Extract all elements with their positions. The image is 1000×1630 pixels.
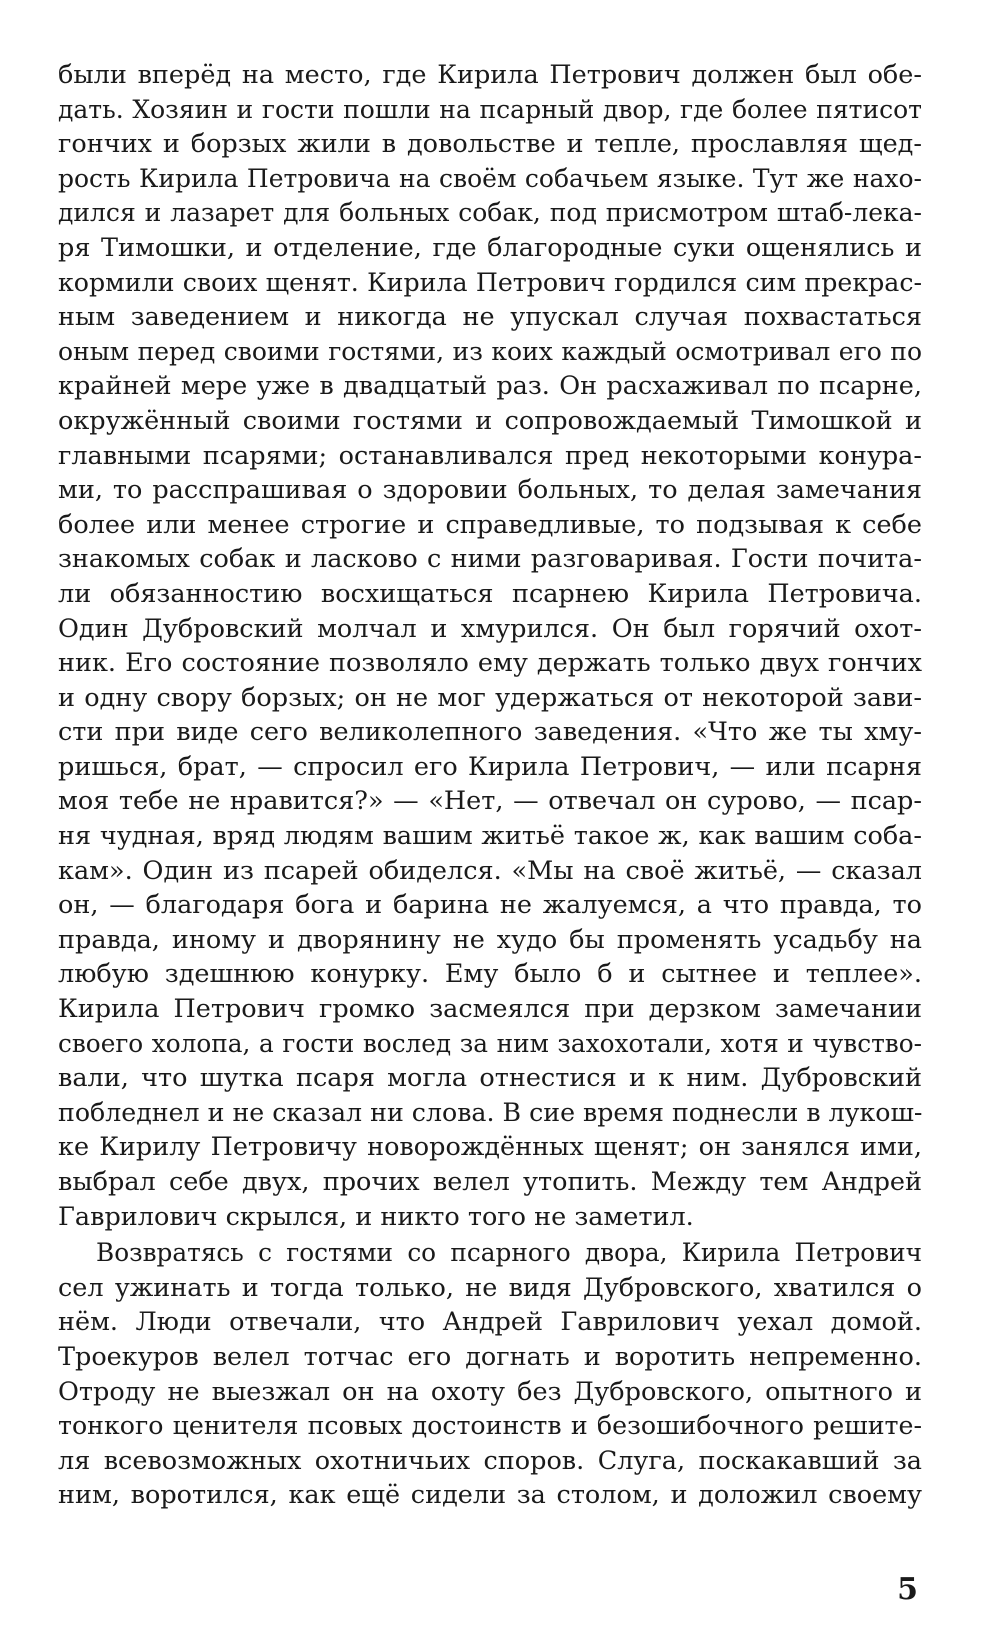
text-line: Троекуров велел тотчас его догнать и воротить непременно. (58, 1341, 922, 1372)
text-line: и одну свору борзых; он не мог удержаться от некоторой зави- (58, 682, 922, 713)
text-line: ке Кирилу Петровичу новорождённых щенят; он занялся ими, (58, 1132, 922, 1163)
text-line: главными псарями; останавливался пред некоторыми конура- (58, 440, 922, 471)
text-line: правда, иному и дворянину не худо бы променять усадьбу на (58, 924, 922, 955)
text-line: дился и лазарет для больных собак, под присмотром штаб-лека- (58, 198, 922, 228)
text-line: сти при виде сего великолепного заведения. «Что же ты хму- (58, 717, 922, 748)
text-line: сел ужинать и тогда только, не видя Дубровского, хватился о (58, 1272, 922, 1303)
text-line: Один Дубровский молчал и хмурился. Он был горячий охот- (58, 613, 922, 644)
text-line: ли обязанностию восхищаться псарнею Кирила Петровича. (58, 578, 922, 609)
text-line: своего холопа, а гости вослед за ним захохотали, хотя и чувство- (58, 1028, 922, 1058)
text-line: ля всевозможных охотничьих споров. Слуга, поскакавший за (58, 1445, 922, 1476)
paragraph-1 (58, 58, 922, 1234)
paragraph-2 (58, 1236, 922, 1513)
text-line: ным заведением и никогда не упускал случая похвастаться (58, 302, 922, 333)
text-line: выбрал себе двух, прочих велел утопить. Между тем Андрей (58, 1167, 922, 1197)
text-line: он, — благодаря бога и барина не жалуемся, а что правда, то (58, 890, 922, 921)
text-line: Гаврилович скрылся, и никто того не заметил. (58, 1201, 694, 1232)
text-line: гончих и борзых жили в довольстве и тепле, прославляя щед- (58, 129, 922, 160)
text-line: окружённый своими гостями и сопровождаемый Тимошкой и (58, 405, 922, 436)
text-line: дать. Хозяин и гости пошли на псарный двор, где более пятисот (58, 94, 922, 124)
text-line: более или менее строгие и справедливые, то подзывая к себе (58, 509, 922, 540)
text-line: знакомых собак и ласково с ними разговаривая. Гости почита- (58, 544, 922, 575)
text-line: кам». Один из псарей обиделся. «Мы на своё житьё, — сказал (58, 855, 922, 886)
text-line: оным перед своими гостями, из коих каждый осмотривал его по (58, 336, 922, 366)
text-line: вали, что шутка псаря могла отнестися и к ним. Дубровский (58, 1063, 922, 1094)
text-line: Отроду не выезжал он на охоту без Дубровского, опытного и (58, 1376, 922, 1407)
text-line: ришься, брат, — спросил его Кирила Петрович, — или псарня (58, 751, 922, 782)
text-line: нём. Люди отвечали, что Андрей Гаврилович уехал домой. (58, 1307, 922, 1338)
text-line: ря Тимошки, и отделение, где благородные суки ощенялись и (58, 232, 922, 263)
text-line: Возвратясь с гостями со псарного двора, Кирила Петрович (96, 1238, 922, 1268)
text-line: кормили своих щенят. Кирила Петрович гордился сим прекрас- (58, 267, 922, 297)
text-line: побледнел и не сказал ни слова. В сие время поднесли в лукош- (58, 1097, 923, 1127)
text-line: ми, то расспрашивая о здоровии больных, то делая замечания (58, 475, 922, 506)
text-line: были вперёд на место, где Кирила Петрович должен был обе- (58, 60, 922, 90)
page-number: 5 (897, 1572, 918, 1607)
text-line: крайней мере уже в двадцатый раз. Он расхаживал по псарне, (58, 371, 922, 402)
text-line: любую здешнюю конурку. Ему было б и сытнее и теплее». (58, 959, 922, 990)
text-line: ня чудная, вряд людям вашим житьё такое ж, как вашим соба- (58, 821, 922, 852)
text-line: моя тебе не нравится?» — «Нет, — отвечал он сурово, — псар- (58, 786, 922, 817)
text-line: ник. Его состояние позволяло ему держать только двух гончих (58, 648, 922, 679)
text-line: рость Кирила Петровича на своём собачьем языке. Тут же нахо- (58, 163, 922, 193)
text-line: ним, воротился, как ещё сидели за столом, и доложил своему (58, 1480, 922, 1511)
body-text (58, 58, 922, 1513)
text-line: Кирила Петрович громко засмеялся при дерзком замечании (58, 994, 922, 1025)
text-line: тонкого ценителя псовых достоинств и безошибочного решите- (58, 1411, 922, 1441)
